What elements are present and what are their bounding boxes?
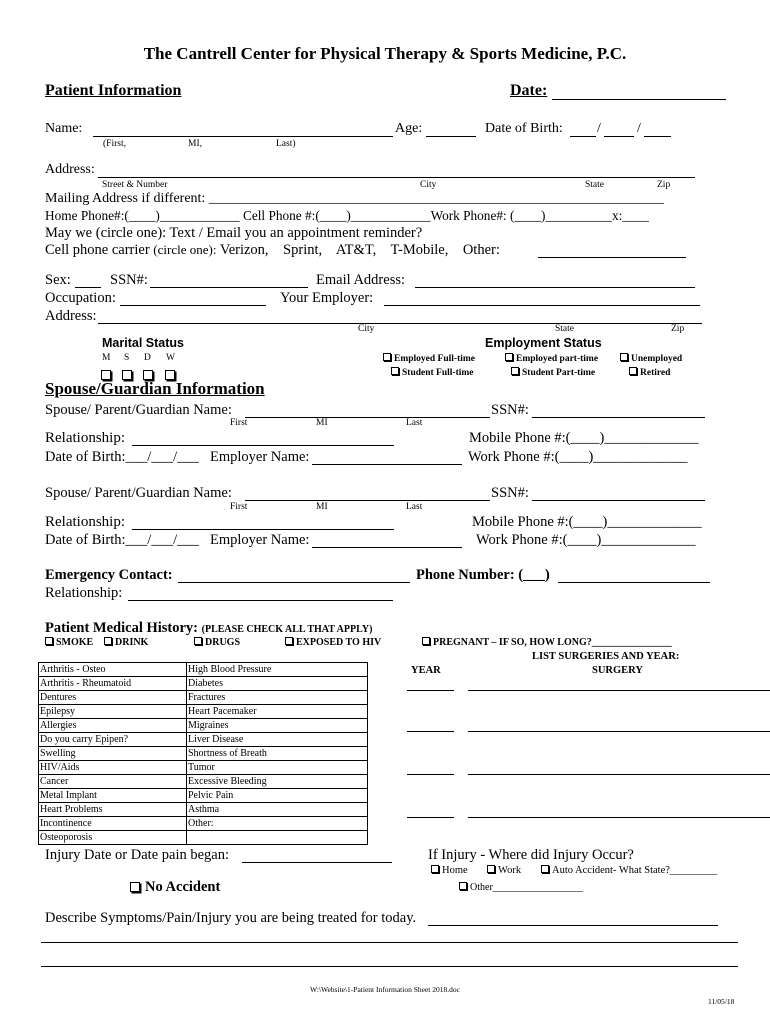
surgery-field[interactable] — [468, 803, 770, 818]
medical-condition-row — [39, 831, 368, 845]
medical-condition-row — [39, 733, 368, 747]
relationship-label: Relationship: — [45, 430, 125, 446]
injury-work-checkbox[interactable]: Work — [487, 865, 521, 876]
mobile-phone-field[interactable]: Mobile Phone #:(____)_____________ — [472, 514, 702, 530]
injury-location-label: If Injury - Where did Injury Occur? — [428, 847, 634, 863]
checkbox-icon — [194, 637, 202, 645]
spouse-ssn-field[interactable] — [532, 486, 705, 501]
surgery-field[interactable] — [468, 717, 770, 732]
emergency-relationship-label: Relationship: — [45, 585, 123, 601]
email-field[interactable] — [415, 273, 695, 288]
hint-city: City — [420, 180, 437, 190]
medical-condition-row — [39, 747, 368, 761]
surgery-year-field[interactable] — [407, 760, 454, 775]
email-label: Email Address: — [316, 272, 406, 288]
checkbox-icon — [459, 882, 467, 890]
checkbox-icon — [620, 353, 628, 361]
medical-condition-row — [39, 663, 368, 677]
spouse-dob-field[interactable]: Date of Birth:___/___/___ — [45, 449, 199, 465]
pregnant-checkbox[interactable]: PREGNANT – IF SO, HOW LONG?________________ — [422, 637, 672, 648]
surgery-year-header: YEAR — [411, 665, 441, 676]
hint-first: (First, — [103, 139, 126, 149]
marital-letter: W — [166, 353, 175, 363]
medical-condition-row — [39, 677, 368, 691]
surgeries-heading: LIST SURGERIES AND YEAR: — [532, 651, 680, 662]
checkbox-icon — [505, 353, 513, 361]
footer-file-path: W:\Website\1-Patient Information Sheet 2018.doc — [310, 985, 460, 994]
employment-option[interactable]: Student Full-time — [391, 367, 474, 379]
employer-address-field[interactable] — [98, 309, 702, 324]
emergency-contact-label: Emergency Contact: — [45, 567, 173, 583]
marital-status-heading: Marital Status — [102, 336, 184, 350]
spouse-ssn-field[interactable] — [532, 403, 705, 418]
patient-info-heading: Patient Information — [45, 82, 182, 99]
name-field[interactable] — [93, 122, 393, 137]
injury-date-label: Injury Date or Date pain began: — [45, 847, 229, 863]
sex-label: Sex: — [45, 272, 71, 288]
dob-separator: / — [597, 121, 601, 136]
medical-condition-cell[interactable]: Heart Pacemaker — [187, 705, 368, 719]
surgery-field[interactable] — [468, 760, 770, 775]
checkbox-icon — [487, 865, 495, 873]
employer-name-label: Employer Name: — [210, 532, 310, 548]
no-accident-checkbox[interactable]: No Accident — [130, 879, 220, 895]
drugs-checkbox[interactable]: DRUGS — [194, 637, 240, 648]
carrier-label: Cell phone carrier — [45, 242, 150, 258]
carrier-other-field[interactable] — [538, 243, 686, 258]
page-title: The Cantrell Center for Physical Therapy & Sports Medicine, P.C. — [143, 44, 627, 63]
age-label: Age: — [395, 121, 423, 136]
emergency-phone-label: Phone Number: (___) — [416, 567, 550, 583]
medical-condition-cell[interactable]: Asthma — [187, 803, 368, 817]
dob-day-field[interactable] — [604, 122, 634, 137]
mobile-phone-field[interactable]: Mobile Phone #:(____)_____________ — [469, 430, 699, 446]
employment-option[interactable]: Employed part-time — [505, 353, 598, 365]
medical-condition-cell[interactable]: Migraines — [187, 719, 368, 733]
medical-condition-cell[interactable]: Excessive Bleeding — [187, 775, 368, 789]
medical-condition-row — [39, 789, 368, 803]
dob-month-field[interactable] — [570, 122, 596, 137]
spouse-name-field[interactable] — [245, 403, 490, 418]
occupation-field[interactable] — [120, 291, 266, 306]
emergency-relationship-field[interactable] — [128, 586, 393, 601]
hint-mi: MI — [316, 418, 328, 428]
medical-condition-cell[interactable]: Swelling — [39, 747, 187, 761]
hint-zip: Zip — [657, 180, 671, 190]
medical-condition-row — [39, 817, 368, 831]
employer-label: Your Employer: — [280, 290, 374, 306]
address-field[interactable] — [98, 163, 695, 178]
drink-checkbox[interactable]: DRINK — [104, 637, 148, 648]
injury-auto-checkbox[interactable]: Auto Accident- What State?_________ — [541, 865, 717, 876]
medical-condition-cell[interactable]: Cancer — [39, 775, 187, 789]
carrier-options: Verizon, Sprint, AT&T, T-Mobile, Other: — [219, 242, 500, 258]
carrier-line[interactable] — [45, 242, 500, 258]
medical-condition-cell[interactable]: Allergies — [39, 719, 187, 733]
medical-condition-cell[interactable]: Do you carry Epipen? — [39, 733, 187, 747]
ssn-field[interactable] — [150, 273, 308, 288]
employer-field[interactable] — [384, 291, 700, 306]
hint-state: State — [585, 180, 604, 190]
medical-condition-cell — [187, 831, 368, 845]
hint-first: First — [230, 418, 248, 428]
ssn-label: SSN#: — [110, 272, 148, 288]
medical-condition-cell[interactable]: Epilepsy — [39, 705, 187, 719]
hiv-exposure-checkbox[interactable]: EXPOSED TO HIV — [285, 637, 381, 648]
medical-condition-cell[interactable]: Tumor — [187, 761, 368, 775]
medical-condition-cell[interactable]: Liver Disease — [187, 733, 368, 747]
hint-first: First — [230, 502, 248, 512]
employment-option[interactable]: Student Part-time — [511, 367, 595, 379]
medical-history-note: (PLEASE CHECK ALL THAT APPLY) — [201, 624, 373, 635]
marital-letter: D — [144, 353, 151, 363]
hint-last: Last — [406, 502, 423, 512]
checkbox-icon — [431, 865, 439, 873]
medical-history-heading — [45, 620, 372, 636]
work-phone-field[interactable]: Work Phone #:(____)_____________ — [476, 532, 696, 548]
symptoms-line[interactable] — [41, 942, 738, 943]
checkbox-icon — [391, 367, 399, 375]
footer-date: 11/05/18 — [708, 997, 735, 1006]
medical-condition-row — [39, 705, 368, 719]
marital-letter: S — [124, 353, 130, 363]
employment-option[interactable]: Unemployed — [620, 353, 682, 365]
reminder-line[interactable]: May we (circle one): Text / Email you an appointment reminder? — [45, 225, 423, 241]
medical-condition-row — [39, 691, 368, 705]
checkbox-icon — [541, 865, 549, 873]
medical-condition-cell[interactable]: Heart Problems — [39, 803, 187, 817]
medical-condition-cell[interactable]: Pelvic Pain — [187, 789, 368, 803]
checkbox-icon — [130, 882, 140, 892]
medical-condition-cell[interactable]: HIV/Aids — [39, 761, 187, 775]
relationship-field[interactable] — [132, 431, 394, 446]
work-phone-field[interactable]: Work Phone #:(____)_____________ — [468, 449, 688, 465]
spouse-ssn-label: SSN#: — [491, 402, 529, 418]
medical-condition-row — [39, 775, 368, 789]
address-label: Address: — [45, 162, 95, 177]
medical-conditions-table — [38, 662, 368, 845]
sex-field[interactable] — [75, 273, 101, 288]
hint-zip: Zip — [671, 324, 685, 334]
checkbox-icon — [629, 367, 637, 375]
hint-last: Last) — [276, 139, 296, 149]
employment-option[interactable]: Retired — [629, 367, 670, 379]
medical-condition-cell[interactable]: Arthritis - Osteo — [39, 663, 187, 677]
medical-condition-row — [39, 761, 368, 775]
date-label: Date: — [510, 82, 548, 99]
checkbox-icon — [511, 367, 519, 375]
symptoms-label: Describe Symptoms/Pain/Injury you are being treated for today. — [45, 910, 417, 926]
medical-condition-cell[interactable]: Metal Implant — [39, 789, 187, 803]
smoke-checkbox[interactable]: SMOKE — [45, 637, 93, 648]
medical-condition-cell[interactable]: Diabetes — [187, 677, 368, 691]
spouse-dob-field[interactable]: Date of Birth:___/___/___ — [45, 532, 199, 548]
surgery-field[interactable] — [468, 676, 770, 691]
medical-condition-cell[interactable]: Other: — [187, 817, 368, 831]
hint-mi: MI, — [188, 139, 202, 149]
surgery-year-field[interactable] — [407, 803, 454, 818]
hint-mi: MI — [316, 502, 328, 512]
checkbox-icon — [422, 637, 430, 645]
spouse-ssn-label: SSN#: — [491, 485, 529, 501]
medical-condition-cell[interactable]: Osteoporosis — [39, 831, 187, 845]
injury-home-checkbox[interactable]: Home — [431, 865, 468, 876]
checkbox-icon — [285, 637, 293, 645]
employer-name-label: Employer Name: — [210, 449, 310, 465]
employer-name-field[interactable] — [312, 533, 462, 548]
hint-state: State — [555, 324, 574, 334]
checkbox-icon — [104, 637, 112, 645]
relationship-label: Relationship: — [45, 514, 125, 530]
medical-condition-cell[interactable]: Incontinence — [39, 817, 187, 831]
medical-condition-cell[interactable]: Dentures — [39, 691, 187, 705]
employment-option[interactable]: Employed Full-time — [383, 353, 475, 365]
dob-separator: / — [637, 121, 641, 136]
medical-condition-row — [39, 719, 368, 733]
injury-other-checkbox[interactable]: Other__________________ — [459, 882, 583, 893]
symptoms-line[interactable] — [41, 966, 738, 967]
spouse-name-label: Spouse/ Parent/Guardian Name: — [45, 402, 232, 418]
relationship-field[interactable] — [132, 515, 394, 530]
employer-address-label: Address: — [45, 308, 97, 324]
symptoms-field[interactable] — [428, 911, 718, 926]
checkbox-icon — [45, 637, 53, 645]
hint-street: Street & Number — [102, 180, 168, 190]
hint-last: Last — [406, 418, 423, 428]
dob-label: Date of Birth: — [485, 121, 563, 136]
phone-numbers-line[interactable]: Home Phone#:(____)____________ Cell Phone #:(____)____________Work Phone#: (____)__________x:____ — [45, 208, 649, 223]
employment-status-heading: Employment Status — [485, 336, 602, 350]
carrier-circle-hint: (circle one): — [153, 242, 217, 257]
hint-city: City — [358, 324, 375, 334]
surgery-year-field[interactable] — [407, 717, 454, 732]
mailing-address-line[interactable]: Mailing Address if different: _________________________________________________________________ — [45, 191, 664, 206]
medical-condition-cell[interactable]: Arthritis - Rheumatoid — [39, 677, 187, 691]
checkbox-icon — [383, 353, 391, 361]
medical-condition-cell[interactable]: High Blood Pressure — [187, 663, 368, 677]
occupation-label: Occupation: — [45, 290, 116, 306]
medical-condition-row — [39, 803, 368, 817]
spouse-name-label: Spouse/ Parent/Guardian Name: — [45, 485, 232, 501]
emergency-phone-field[interactable] — [558, 568, 710, 583]
injury-date-field[interactable] — [242, 848, 392, 863]
marital-letter: M — [102, 353, 111, 363]
medical-condition-cell[interactable]: Shortness of Breath — [187, 747, 368, 761]
emergency-contact-field[interactable] — [178, 568, 410, 583]
dob-year-field[interactable] — [644, 122, 671, 137]
medical-condition-cell[interactable]: Fractures — [187, 691, 368, 705]
date-field[interactable] — [552, 83, 726, 100]
age-field[interactable] — [426, 122, 476, 137]
spouse-heading: Spouse/Guardian Information — [45, 379, 265, 398]
name-label: Name: — [45, 121, 83, 136]
spouse-name-field[interactable] — [245, 486, 490, 501]
surgery-year-field[interactable] — [407, 676, 454, 691]
surgery-header: SURGERY — [592, 665, 643, 676]
employer-name-field[interactable] — [312, 450, 462, 465]
medical-history-title: Patient Medical History: — [45, 620, 199, 636]
